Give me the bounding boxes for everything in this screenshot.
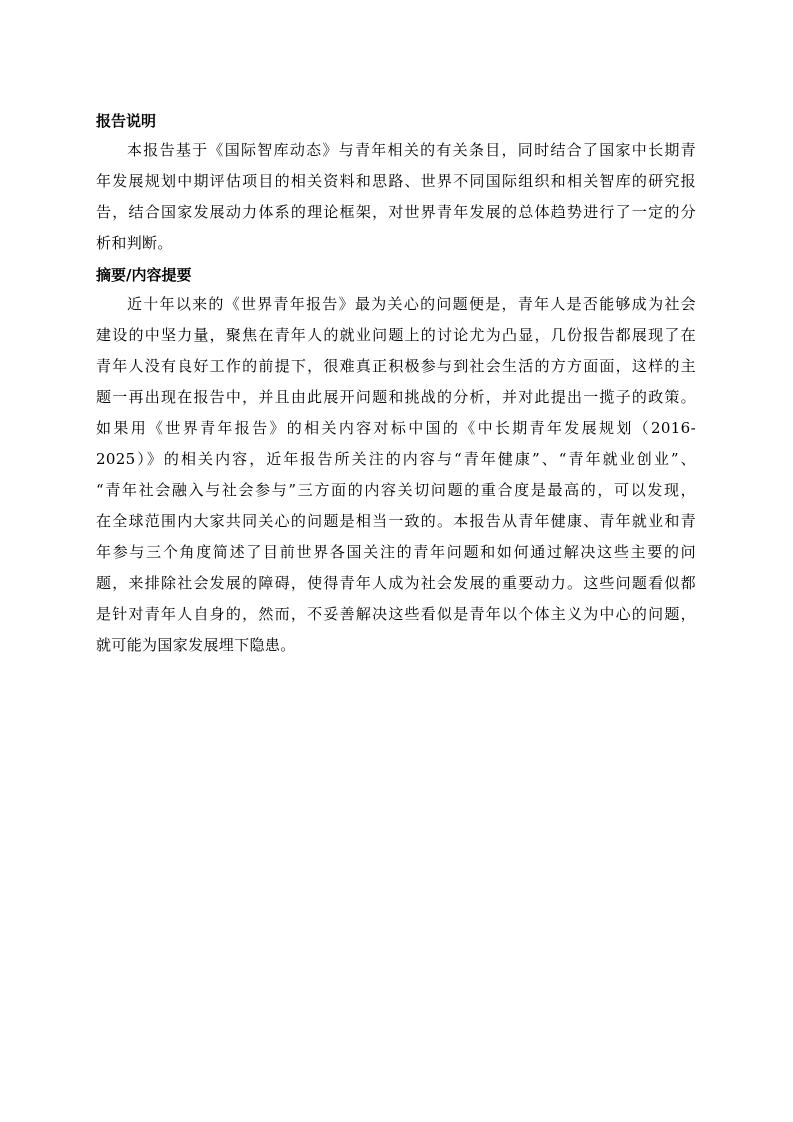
report-description-section bbox=[96, 107, 696, 259]
abstract-section bbox=[96, 261, 696, 661]
paragraph-line: 在全球范围内大家共同关心的问题是相当一致的。本报告从青年健康、青年就业和青 bbox=[96, 512, 696, 530]
paragraph-line: 就可能为国家发展埋下隐患。 bbox=[96, 636, 296, 654]
paragraph-line: 题，来排除社会发展的障碍，使得青年人成为社会发展的重要动力。这些问题看似都 bbox=[96, 574, 696, 592]
paragraph-line: 题一再出现在报告中，并且由此展开问题和挑战的分析，并对此提出一揽子的政策。 bbox=[96, 388, 696, 406]
report-description-heading: 报告说明 bbox=[96, 112, 157, 130]
paragraph-line: 告，结合国家发展动力体系的理论框架，对世界青年发展的总体趋势进行了一定的分 bbox=[96, 203, 696, 221]
paragraph-line: 近十年以来的《世界青年报告》最为关心的问题便是，青年人是否能够成为社会 bbox=[127, 295, 696, 313]
paragraph-line: 年参与三个角度简述了目前世界各国关注的青年问题和如何通过解决这些主要的问 bbox=[96, 543, 696, 561]
paragraph-line: 青年人没有良好工作的前提下，很难真正积极参与到社会生活的方方面面，这样的主 bbox=[96, 357, 696, 375]
paragraph-line: “青年社会融入与社会参与”三方面的内容关切问题的重合度是最高的，可以发现， bbox=[96, 481, 696, 499]
document-content bbox=[96, 107, 696, 661]
paragraph-line: 年发展规划中期评估项目的相关资料和思路、世界不同国际组织和相关智库的研究报 bbox=[96, 172, 696, 190]
abstract-heading: 摘要/内容提要 bbox=[96, 266, 192, 284]
paragraph-line: 如果用《世界青年报告》的相关内容对标中国的《中长期青年发展规划（2016- bbox=[96, 419, 696, 437]
paragraph-line: 2025）》的相关内容，近年报告所关注的内容与“青年健康”、“青年就业创业”、 bbox=[96, 450, 696, 468]
paragraph-line: 析和判断。 bbox=[96, 234, 173, 252]
paragraph-line: 本报告基于《国际智库动态》与青年相关的有关条目，同时结合了国家中长期青 bbox=[127, 141, 696, 159]
paragraph-line: 是针对青年人自身的，然而，不妥善解决这些看似是青年以个体主义为中心的问题， bbox=[96, 605, 696, 623]
paragraph-line: 建设的中坚力量，聚焦在青年人的就业问题上的讨论尤为凸显，几份报告都展现了在 bbox=[96, 326, 696, 344]
